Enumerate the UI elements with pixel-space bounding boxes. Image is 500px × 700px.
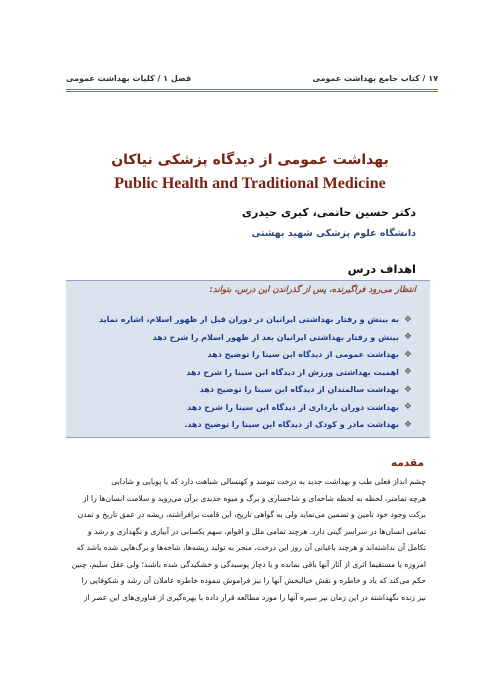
objective-text: بهداشت دوران بارداری از دیدگاه ابن سینا را شرح دهد	[187, 402, 399, 412]
header-divider	[66, 89, 438, 90]
body-line: تکامل آن نداشته‌اند و هرچند باغبانی آن روز این درخت، منجر به تولید ریشه‌ها، شاخه‌ها و برگ‌هایی شده باشد که	[76, 543, 426, 552]
bullet-icon: ❖	[403, 332, 412, 343]
objective-text: بهداشت عمومی از دیدگاه ابن سینا را توضیح دهد	[207, 350, 399, 360]
objectives-intro: انتظار می‌رود فراگیرنده، پس از گذراندن این درس، بتواند:	[209, 285, 416, 295]
header-book-title: ۱۷ / کتاب جامع بهداشت عمومی	[312, 73, 438, 83]
objective-text: بینش و رفتار بهداشتی ایرانیان بعد از ظهور اسلام را شرح دهد	[152, 332, 399, 342]
header-divider-secondary	[66, 91, 438, 92]
chapter-title-english: Public Health and Traditional Medicine	[114, 175, 386, 192]
authors: دکتر حسین حاتمی، کبری حیدری	[241, 206, 416, 219]
introduction-body	[66, 474, 426, 606]
header-chapter-title: فصل ۱ / کلیات بهداشت عمومی	[66, 73, 192, 83]
objective-item	[76, 364, 412, 382]
objective-item	[76, 346, 412, 364]
objective-text: اهمیت بهداشتی ورزش از دیدگاه ابن سینا را شرح دهد	[186, 367, 399, 377]
objective-text: به بینش و رفتار بهداشتی ایرانیان در دوران قبل از ظهور اسلام، اشاره نماید	[98, 315, 399, 325]
bullet-icon: ❖	[403, 367, 412, 378]
body-line: چشم انداز فعلی طب و بهداشت جدید به درخت تنومند و کهنسالی شباهت دارد که با پویایی و شادابی	[111, 477, 426, 486]
introduction-heading: مقدمه	[391, 457, 424, 469]
running-header	[66, 70, 438, 86]
objective-item	[76, 311, 412, 329]
objective-item	[76, 416, 412, 434]
objectives-list	[76, 311, 412, 434]
objective-text: بهداشت مادر و کودک از دیدگاه ابن سینا را توضیح دهد.	[184, 420, 399, 430]
objective-item	[76, 399, 412, 417]
body-line: تمامی انسان‌ها در سراسر گیتی دارد. هرچند تمامی ملل و اقوام، سهم یکسانی در آبیاری و نگهداری و رشد و	[87, 526, 426, 536]
objective-text: بهداشت سالمندان از دیدگاه ابن سینا را توضیح دهد	[199, 385, 399, 395]
body-line: برکت وجود خود تامین و تضمین می‌نماید ولی به گواهی تاریخ، این قامت برافراشته، ریشه در عمق تاریخ و تمدن	[77, 510, 426, 519]
objective-item	[76, 329, 412, 347]
body-line: امروزه یا مستقیما اثری از آثار آنها باقی نمانده و یا دچار پوسیدگی و خشکیدگی شده باشند؛ ولی عقل سلیم، چنین	[71, 559, 426, 569]
body-line: نیز زنده نگهداشته در این زمان نیز سیره آنها را مورد مطالعه قرار داده با بهره‌گیری از فناوری‌های این عصر از	[83, 592, 426, 602]
bullet-icon: ❖	[403, 314, 412, 325]
objectives-box	[66, 280, 430, 438]
affiliation: دانشگاه علوم پزشکی شهید بهشتی	[251, 228, 416, 239]
body-line: حکم می‌کند که یاد و خاطره و نقش خیالبخش آنها را نیز فراموش ننموده خاطره عاملان آن رشد و شکوفایی را	[81, 576, 426, 585]
bullet-icon: ❖	[403, 402, 412, 413]
objectives-heading: اهداف درس	[347, 262, 416, 276]
chapter-title-persian: بهداشت عمومی از دیدگاه پزشکی نیاکان	[111, 152, 389, 168]
bullet-icon: ❖	[403, 419, 412, 430]
bullet-icon: ❖	[403, 384, 412, 395]
body-line: هرچه تمامتر، لحظه به لحظه شاخه‌ای و شاخساری و برگ و میوه جدیدی برآن می‌روید و سلامت انسان‌ها را از	[82, 493, 426, 503]
bullet-icon: ❖	[403, 349, 412, 360]
objective-item	[76, 381, 412, 399]
